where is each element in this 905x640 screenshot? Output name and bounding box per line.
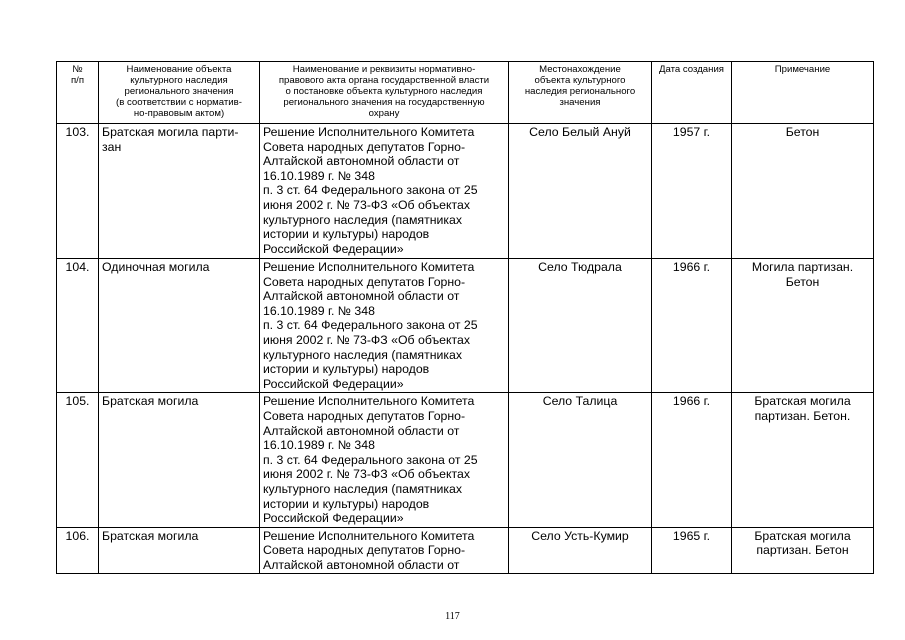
legal-act-cell [260,124,509,259]
header-row [57,62,874,124]
text-line: наследия регионального [524,86,636,97]
location-cell [509,393,652,527]
text-line: Бетон [785,125,820,139]
row-number-cell: 103. [57,124,99,259]
legal-act-cell [260,527,509,574]
text-line: Российской Федерации» [263,376,404,391]
table-header [57,62,874,124]
text-line: о постановке объекта культурного наследия [285,86,483,97]
text-line: Бетон [785,274,820,289]
text-line: Село Белый Ануй [529,125,631,139]
creation-date-cell: 1957 г. [652,124,732,259]
text-line: Наименование и реквизиты нормативно- [292,64,476,75]
text-line: Село Талица [542,394,618,409]
text-line: п. 3 ст. 64 Федерального закона от 25 [263,452,478,467]
creation-date-cell: 1966 г. [652,259,732,393]
text-line: Братская могила парти- [102,125,239,139]
object-name-cell [99,393,260,527]
text-line: Братская могила [102,394,199,409]
text-line: Братская могила [754,394,851,409]
text-line: Село Тюдрала [538,260,622,274]
text-line: Братская могила [102,528,199,543]
text-line: № [72,64,83,75]
text-line: Наименование объекта [126,64,232,75]
text-line: регионального значения [124,86,234,97]
heritage-register-table [56,61,874,574]
text-line: Алтайской автономной области от [263,557,460,572]
text-line: Совета народных депутатов Горно- [263,543,466,558]
note-cell [732,527,874,574]
text-line: Алтайской автономной области от [263,423,460,438]
text-line: Совета народных депутатов Горно- [263,139,466,154]
text-line: объекта культурного [534,75,626,86]
table-row [57,393,874,527]
text-line: Село Усть-Кумир [531,528,629,543]
location-cell [509,259,652,393]
text-line: Могила партизан. [751,260,854,274]
text-line: Решение Исполнительного Комитета [263,260,475,274]
text-line: июня 2002 г. № 73-ФЗ «Об объектах [263,332,470,347]
text-line: Совета народных депутатов Горно- [263,408,466,423]
text-line: правового акта органа государственной власти [278,75,490,86]
text-line: зан [102,139,122,154]
text-line: партизан. Бетон. [754,408,851,423]
text-line: культурного наследия [130,75,228,86]
header-note [732,62,874,124]
table-row [57,259,874,393]
header-date [652,62,732,124]
text-line: (в соответствии с норматив- [116,97,242,108]
legal-act-cell [260,393,509,527]
text-line: Совета народных депутатов Горно- [263,274,466,289]
text-line: культурного наследия (памятниках [263,481,463,496]
text-line: но-правовым актом) [133,108,225,119]
text-line: п. 3 ст. 64 Федерального закона от 25 [263,318,478,333]
text-line: Российской Федерации» [263,241,404,256]
text-line: 16.10.1989 г. № 348 [263,303,375,318]
text-line: Решение Исполнительного Комитета [263,394,475,409]
note-cell [732,259,874,393]
text-line: истории и культуры) народов [263,362,430,377]
text-line: Алтайской автономной области от [263,154,460,169]
header-location [509,62,652,124]
location-cell [509,124,652,259]
text-line: Дата создания [658,64,724,75]
legal-act-cell [260,259,509,393]
text-line: регионального значения на государственную [283,97,485,108]
text-line: значения [559,97,601,108]
text-line: Одиночная могила [102,260,210,274]
text-line: п/п [70,75,85,86]
row-number-cell: 106. [57,527,99,574]
note-cell [732,393,874,527]
text-line: Местонахождение [539,64,621,75]
text-line: культурного наследия (памятниках [263,347,463,362]
text-line: июня 2002 г. № 73-ФЗ «Об объектах [263,197,470,212]
location-cell [509,527,652,574]
text-line: истории и культуры) народов [263,227,430,242]
table-row [57,527,874,574]
object-name-cell [99,259,260,393]
row-number-cell: 104. [57,259,99,393]
creation-date-cell: 1965 г. [652,527,732,574]
table-row [57,124,874,259]
text-line: Алтайской автономной области от [263,289,460,304]
text-line: Решение Исполнительного Комитета [263,528,475,543]
table-body [57,124,874,574]
page-number: 117 [445,611,460,622]
object-name-cell [99,124,260,259]
header-act [260,62,509,124]
creation-date-cell: 1966 г. [652,393,732,527]
text-line: июня 2002 г. № 73-ФЗ «Об объектах [263,467,470,482]
object-name-cell [99,527,260,574]
header-num [57,62,99,124]
text-line: Братская могила [754,528,851,543]
text-line: истории и культуры) народов [263,496,430,511]
text-line: Российской Федерации» [263,511,404,526]
text-line: партизан. Бетон [756,543,849,558]
text-line: 16.10.1989 г. № 348 [263,438,375,453]
text-line: п. 3 ст. 64 Федерального закона от 25 [263,183,478,198]
text-line: охрану [368,108,400,119]
text-line: культурного наследия (памятниках [263,212,463,227]
text-line: Решение Исполнительного Комитета [263,125,475,139]
note-cell [732,124,874,259]
text-line: Примечание [774,64,831,75]
row-number-cell: 105. [57,393,99,527]
text-line: 16.10.1989 г. № 348 [263,168,375,183]
header-name [99,62,260,124]
